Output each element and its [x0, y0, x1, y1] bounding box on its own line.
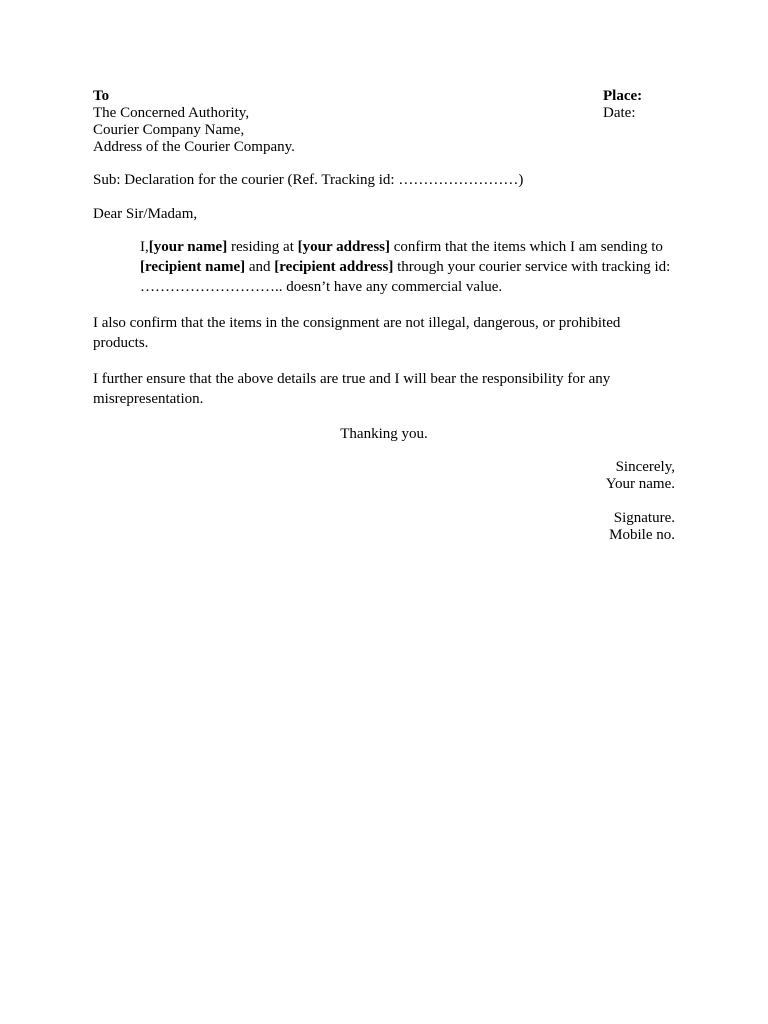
- sender-name: Your name.: [605, 476, 675, 492]
- placeholder-your-name: [your name]: [148, 239, 228, 255]
- closing-block: [606, 459, 675, 493]
- recipient-line: Address of the Courier Company.: [93, 139, 295, 155]
- paragraph-text: confirm that the items which I am sending to: [390, 239, 663, 255]
- signature-block: [609, 510, 675, 544]
- paragraph-text: and: [245, 259, 275, 275]
- paragraph-text: through your courier service with tracking id: ……………………….. doesn’t have any commercial value.: [140, 259, 671, 295]
- body-paragraph-2: I also confirm that the items in the consignment are not illegal, dangerous, or prohibited products.: [93, 315, 621, 351]
- recipient-address-block: [93, 88, 295, 156]
- paragraph-text: residing at: [227, 239, 298, 255]
- body-paragraph-1: [93, 237, 722, 297]
- subject-line: Sub: Declaration for the courier (Ref. Tracking id: ……………………): [93, 172, 524, 188]
- signature-line: Signature.: [613, 510, 675, 526]
- paragraph-text: I,: [140, 239, 149, 255]
- letter-header: [93, 88, 675, 158]
- mobile-line: Mobile no.: [609, 527, 675, 543]
- recipient-line: Courier Company Name,: [93, 122, 245, 138]
- placeholder-recipient-address: [recipient address]: [274, 259, 394, 275]
- placeholder-recipient-name: [recipient name]: [140, 259, 246, 275]
- place-date-block: [603, 88, 642, 122]
- thanks-line: Thanking you.: [340, 426, 428, 442]
- body-paragraph-3: I further ensure that the above details are true and I will bear the responsibility for any misrepresentation.: [93, 371, 611, 407]
- recipient-line: The Concerned Authority,: [93, 105, 250, 121]
- place-label: Place:: [603, 88, 643, 104]
- date-label: Date:: [603, 105, 636, 121]
- salutation: Dear Sir/Madam,: [93, 206, 198, 222]
- to-label: To: [93, 88, 110, 104]
- closing-line: Sincerely,: [615, 459, 675, 475]
- placeholder-your-address: [your address]: [297, 239, 390, 255]
